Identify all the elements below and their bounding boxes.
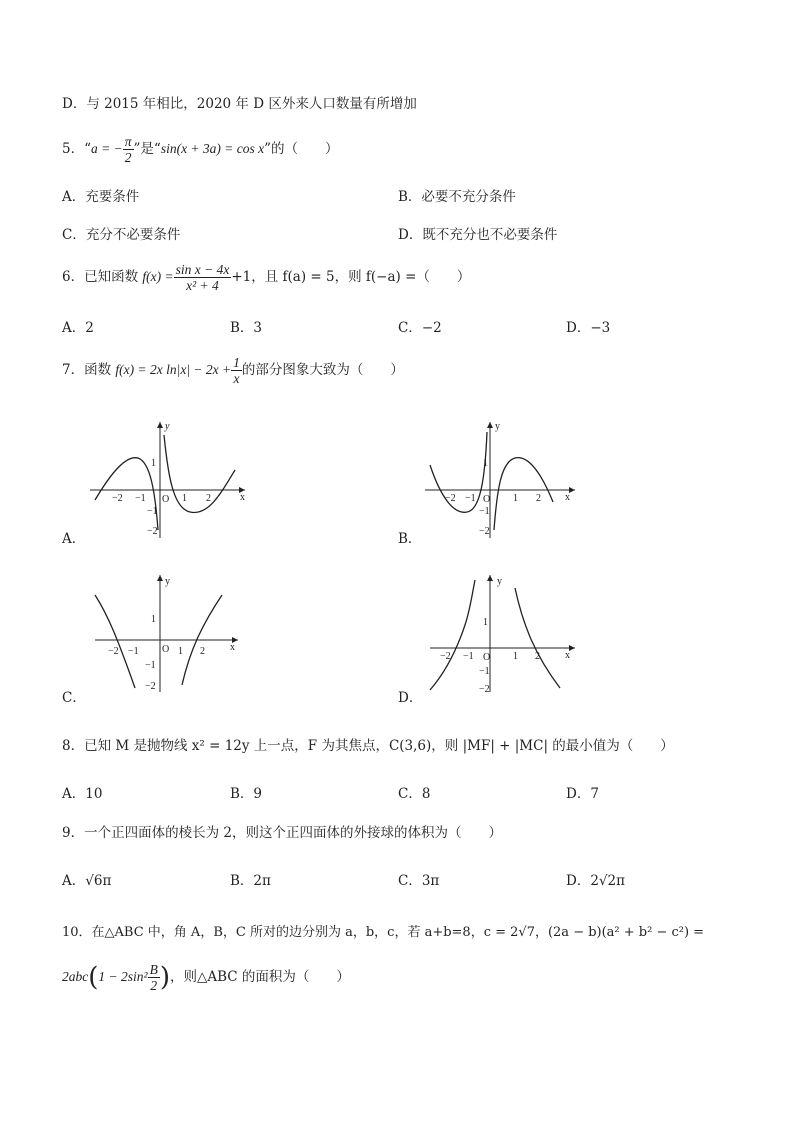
q6-mid: ，且 f(a) = 5，则 f(−a) =（ ） [251,269,471,285]
q9-option-c: C．3π [398,873,440,889]
q5-option-d: D．既不充分也不必要条件 [398,227,558,243]
q10-frac-num: B [149,962,158,977]
graph-d-tick-x1: 1 [513,651,518,662]
question-5 [62,134,339,165]
q6-fx: f(x) = [142,269,174,284]
graph-a-y-label: y [165,421,170,432]
q5-open-quote: “ [84,141,91,157]
graph-c-tick-ym1: −1 [145,660,156,671]
q7-expr: f(x) = 2x ln|x| − 2x + [115,362,232,377]
graph-a-tick-ym1: −1 [147,506,158,517]
q5-fraction [123,134,134,165]
q5-frac-num: π [124,134,132,149]
graph-a-tick-xm1: −1 [135,493,146,504]
graph-b-origin: O [483,494,491,505]
graph-b-tick-ym1: −1 [479,506,490,517]
q10-lparen: ( [88,962,99,993]
q8-option-d: D．7 [566,786,599,802]
graph-d-curve-left [430,580,475,690]
q10-frac-den: 2 [150,978,158,993]
q7-prefix: 7．函数 [62,362,116,378]
graph-a-origin: O [162,494,170,505]
graph-a-tick-x2: 2 [206,493,211,504]
graph-c-tick-y1: 1 [151,614,156,625]
q8-option-c: C．8 [398,786,431,802]
q7-frac-den: x [233,371,240,386]
q6-option-c: C．−2 [398,320,442,336]
graph-d-tick-x2: 2 [535,651,540,662]
question-10-line2 [62,962,350,993]
q5-tail: ”的（ ） [264,141,339,157]
graph-a-curve-right [164,435,235,512]
graph-b-curve-left [430,432,487,512]
graph-c-tick-x1: 1 [178,646,183,657]
graph-d-label: D． [398,690,423,706]
q6-frac-den: x² + 4 [186,278,219,293]
graph-b [425,420,585,540]
graph-d-tick-ym1: −1 [479,666,490,677]
graph-d-curve-right [515,588,560,688]
q10-fraction [148,962,160,993]
graph-a-x-label: x [240,492,245,503]
q6-option-a: A．2 [62,320,94,336]
q10-expr: 1 − 2sin² [98,969,148,984]
graph-c-tick-xm1: −1 [128,646,139,657]
graph-b-tick-x2: 2 [536,493,541,504]
graph-b-x-label: x [565,492,570,503]
graph-a-tick-x1: 1 [182,493,187,504]
q5-mid-quote: ”是“ [133,141,161,157]
question-6 [62,262,470,293]
graph-d-tick-xm2: −2 [440,651,451,662]
q5-a-eq: a = − [91,141,123,156]
q6-prefix: 6．已知函数 [62,269,143,285]
q5-number: 5． [62,141,85,157]
q6-option-b: B．3 [230,320,263,336]
q5-frac-den: 2 [124,150,132,165]
graph-d-tick-xm1: −1 [463,651,474,662]
graph-c-origin: O [162,644,170,655]
graph-c-y-label: y [165,576,170,587]
question-7 [62,355,404,386]
q6-fraction [174,262,232,293]
graph-b-tick-xm1: −1 [465,493,476,504]
q5-expr: sin(x + 3a) = cos x [160,141,265,156]
graph-c-curve-left [95,595,135,688]
graph-d-x-label: x [565,650,570,661]
q5-option-a: A．充要条件 [62,189,140,205]
graph-c-tick-xm2: −2 [108,646,119,657]
graph-b-tick-xm2: −2 [445,493,456,504]
graph-c-x-label: x [230,642,235,653]
graph-b-label: B． [398,531,422,547]
graph-c-tick-x2: 2 [200,646,205,657]
graph-b-tick-y1: 1 [483,458,488,469]
graph-d-y-label: y [497,576,502,587]
question-9: 9．一个正四面体的棱长为 2，则这个正四面体的外接球的体积为（ ） [62,825,502,841]
question-10-line1: 10．在△ABC 中，角 A，B，C 所对的边分别为 a，b，c，若 a+b=8，c = 2√7，(2a − b)(a² + b² − c²) = [62,925,705,940]
q9-option-a: A．√6π [62,873,112,889]
graph-c [90,570,250,695]
option-d-line: D．与 2015 年相比，2020 年 D 区外来人口数量有所增加 [62,96,417,112]
q6-plus1: +1 [231,269,252,285]
q9-option-b: B．2π [230,873,271,889]
q10-rparen: ) [159,962,170,993]
q9-option-d: D．2√2π [566,873,625,889]
q7-fraction [231,355,242,386]
q7-frac-num: 1 [233,355,240,370]
q10-tail: ，则△ABC 的面积为（ ） [169,969,350,985]
graph-b-y-label: y [495,421,500,432]
q6-frac-num: sin x − 4x [175,262,230,277]
graph-d [425,570,585,695]
q10-2abc: 2abc [62,969,89,984]
q8-option-a: A．10 [62,786,103,802]
q8-option-b: B．9 [230,786,263,802]
graph-d-tick-y1: 1 [483,617,488,628]
graph-a-tick-xm2: −2 [112,493,123,504]
q6-option-d: D．−3 [566,320,611,336]
graph-c-tick-ym2: −2 [145,681,156,692]
graph-d-tick-ym2: −2 [479,684,490,695]
q5-option-c: C．充分不必要条件 [62,227,181,243]
graph-b-curve-right [494,458,553,530]
q7-tail: 的部分图象大致为（ ） [241,362,404,378]
graph-a-tick-y1: 1 [151,458,156,469]
graph-a-curve-left [95,458,158,530]
graph-b-tick-ym2: −2 [479,526,490,537]
graph-b-tick-x1: 1 [513,493,518,504]
graph-c-label: C． [62,690,86,706]
graph-a-label: A． [62,531,86,547]
graph-d-origin: O [483,652,491,663]
question-8: 8．已知 M 是抛物线 x² = 12y 上一点，F 为其焦点，C(3,6)，则 |MF| + |MC| 的最小值为（ ） [62,738,674,754]
graph-a-tick-ym2: −2 [147,526,158,537]
q5-option-b: B．必要不充分条件 [398,189,516,205]
graph-a [90,420,250,540]
